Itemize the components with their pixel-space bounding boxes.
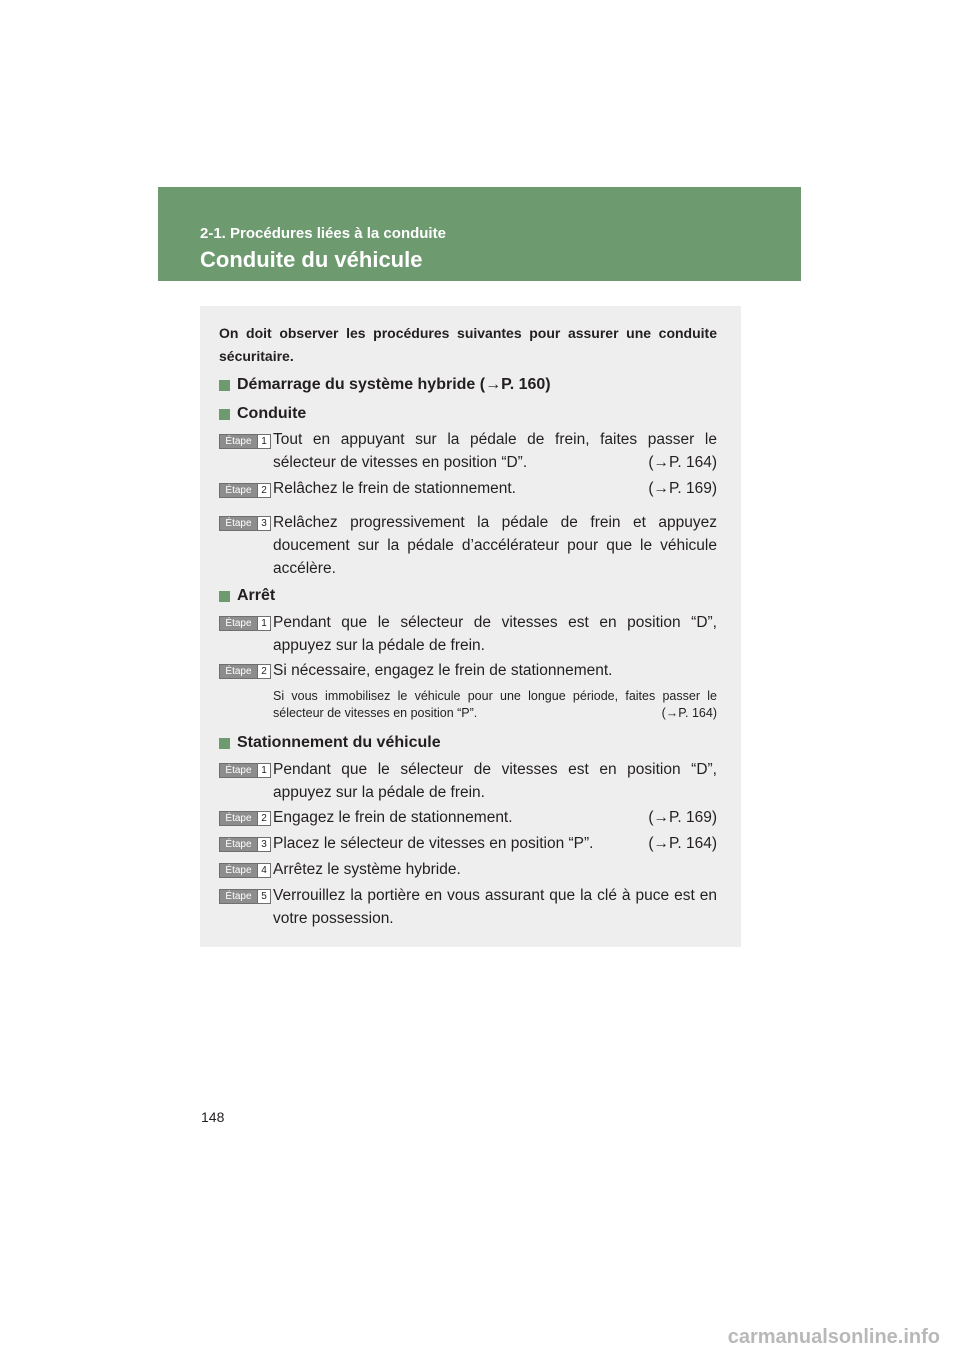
step-number: 3 xyxy=(257,517,270,530)
square-bullet-icon xyxy=(219,409,230,420)
step-text-body: Engagez le frein de stationnement. xyxy=(273,809,513,826)
step-word: Étape xyxy=(220,838,257,851)
step-word: Étape xyxy=(220,435,257,448)
step-badge xyxy=(219,889,271,904)
step-word: Étape xyxy=(220,517,257,530)
heading-stop xyxy=(219,587,275,605)
procedure-panel xyxy=(200,306,741,947)
step-word: Étape xyxy=(220,617,257,630)
watermark: carmanualsonline.info xyxy=(727,1326,940,1348)
square-bullet-icon xyxy=(219,738,230,749)
heading-parking-label: Stationnement du véhicule xyxy=(237,734,441,751)
page-reference: (→P. 164) xyxy=(661,706,717,720)
step-badge xyxy=(219,837,271,852)
heading-stop-label: Arrêt xyxy=(237,587,276,604)
step-number: 2 xyxy=(257,812,270,825)
step-number: 5 xyxy=(257,890,270,903)
step-text-body: Tout en appuyant sur la pédale de frein, faites passer le sélecteur de vitesses en position “D”. xyxy=(273,431,717,471)
heading-driving xyxy=(219,405,306,423)
step-word: Étape xyxy=(220,812,257,825)
step-text: Verrouillez la portière en vous assurant que la clé à puce est en votre possession. xyxy=(273,887,717,927)
step-text-body: Relâchez le frein de stationnement. xyxy=(273,480,516,497)
step-number: 2 xyxy=(257,665,270,678)
section-label: 2-1. Procédures liées à la conduite xyxy=(200,225,446,242)
step-text: Si nécessaire, engagez le frein de stationnement. xyxy=(273,662,613,679)
page-reference: (→P. 164) xyxy=(648,835,717,852)
step-text xyxy=(273,806,717,829)
page-reference: (→P. 164) xyxy=(648,454,717,471)
step-badge xyxy=(219,863,271,878)
step-badge xyxy=(219,483,271,498)
step-text: Arrêtez le système hybride. xyxy=(273,861,461,878)
step-text xyxy=(273,832,717,855)
heading-start xyxy=(219,376,551,394)
page-title: Conduite du véhicule xyxy=(200,247,423,272)
step-number: 1 xyxy=(257,435,270,448)
step-number: 4 xyxy=(257,864,270,877)
step-number: 2 xyxy=(257,484,270,497)
step-badge xyxy=(219,516,271,531)
heading-driving-label: Conduite xyxy=(237,405,307,422)
note-body: Si vous immobilisez le véhicule pour une longue période, faites passer le sélecteur de vitesses en position “P”. xyxy=(273,689,717,720)
page-reference: (→P. 169) xyxy=(648,809,717,826)
step-badge xyxy=(219,664,271,679)
square-bullet-icon xyxy=(219,380,230,391)
step-text: Pendant que le sélecteur de vitesses est en position “D”, appuyez sur la pédale de frein. xyxy=(273,761,717,801)
step-word: Étape xyxy=(220,890,257,903)
step-badge xyxy=(219,763,271,778)
step-text: Pendant que le sélecteur de vitesses est en position “D”, appuyez sur la pédale de frein. xyxy=(273,614,717,654)
step-text-body: Placez le sélecteur de vitesses en position “P”. xyxy=(273,835,594,852)
page-number: 148 xyxy=(201,1109,225,1125)
square-bullet-icon xyxy=(219,591,230,602)
step-word: Étape xyxy=(220,864,257,877)
step-text: Relâchez progressivement la pédale de frein et appuyez doucement sur la pédale d’accélérateur pour que le véhicule accélère. xyxy=(273,514,717,577)
step-badge xyxy=(219,616,271,631)
step-number: 3 xyxy=(257,838,270,851)
page-reference: (→P. 169) xyxy=(648,480,717,497)
step-number: 1 xyxy=(257,764,270,777)
step-word: Étape xyxy=(220,764,257,777)
step-number: 1 xyxy=(257,617,270,630)
step-word: Étape xyxy=(220,484,257,497)
step-word: Étape xyxy=(220,665,257,678)
heading-parking xyxy=(219,734,441,752)
note-text xyxy=(273,688,717,722)
step-text xyxy=(273,428,717,474)
step-badge xyxy=(219,811,271,826)
intro-text: On doit observer les procédures suivantes pour assurer une conduite sécuritaire. xyxy=(219,325,717,364)
chapter-header xyxy=(158,187,801,281)
heading-start-label: Démarrage du système hybride (→P. 160) xyxy=(237,376,551,393)
step-badge xyxy=(219,434,271,449)
step-text xyxy=(273,477,717,500)
